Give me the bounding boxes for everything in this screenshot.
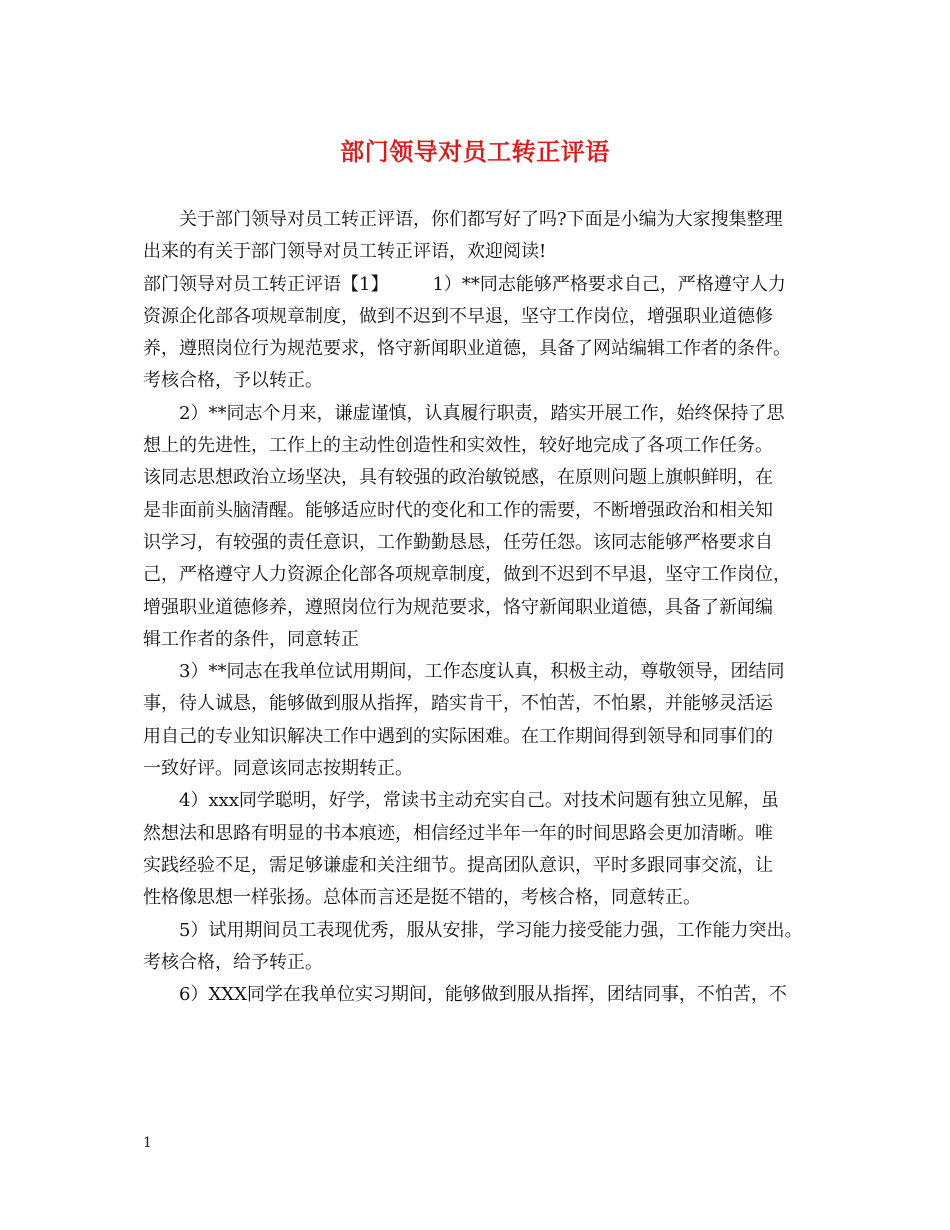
paragraph-line: 识学习，有较强的责任意识，工作勤勤恳恳，任劳任怨。该同志能够严格要求自	[143, 531, 773, 553]
paragraph-line: 3）**同志在我单位试用期间，工作态度认真，积极主动，尊敬领导，团结同	[179, 661, 785, 683]
paragraph-line: 事，待人诚恳，能够做到服从指挥，踏实肯干，不怕苦，不怕累，并能够灵活运	[143, 693, 773, 715]
paragraph-line: 增强职业道德修养，遵照岗位行为规范要求，恪守新闻职业道德，具备了新闻编	[143, 596, 773, 618]
paragraph-line: 1）**同志能够严格要求自己，严格遵守人力	[432, 273, 786, 295]
paragraph-line: 辑工作者的条件，同意转正	[143, 628, 359, 650]
paragraph-line: 一致好评。同意该同志按期转正。	[143, 758, 413, 780]
paragraph-line: 想上的先进性，工作上的主动性创造性和实效性，较好地完成了各项工作任务。	[143, 435, 773, 457]
paragraph-line: 出来的有关于部门领导对员工转正评语，欢迎阅读!	[143, 241, 547, 263]
section-heading: 部门领导对员工转正评语【1】	[143, 273, 389, 295]
paragraph-line: 实践经验不足，需足够谦虚和关注细节。提高团队意识，平时多跟同事交流，让	[143, 854, 773, 876]
paragraph-line: 考核合格，给予转正。	[143, 951, 323, 973]
paragraph-line: 资源企化部各项规章制度，做到不迟到不早退，坚守工作岗位，增强职业道德修	[143, 305, 773, 327]
paragraph-line: 该同志思想政治立场坚决，具有较强的政治敏锐感，在原则问题上旗帜鲜明，在	[143, 467, 773, 489]
section-heading-line	[143, 269, 823, 301]
document-body	[143, 204, 823, 1011]
paragraph-line: 然想法和思路有明显的书本痕迹，相信经过半年一年的时间思路会更加清晰。唯	[143, 822, 773, 844]
paragraph-line: 养，遵照岗位行为规范要求，恪守新闻职业道德，具备了网站编辑工作者的条件。	[143, 338, 791, 360]
paragraph-line: 5）试用期间员工表现优秀，服从安排，学习能力接受能力强，工作能力突出。	[179, 919, 803, 941]
page-number: 1	[143, 1135, 152, 1151]
paragraph-line: 2）**同志个月来，谦虚谨慎，认真履行职责，踏实开展工作，始终保持了思	[179, 402, 785, 424]
paragraph-line: 6）XXX同学在我单位实习期间，能够做到服从指挥，团结同事，不怕苦，不	[179, 984, 787, 1006]
paragraph-line: 关于部门领导对员工转正评语，你们都写好了吗?下面是小编为大家搜集整理	[179, 209, 783, 230]
paragraph-line: 是非面前头脑清醒。能够适应时代的变化和工作的需要，不断增强政治和相关知	[143, 499, 773, 521]
paragraph-line: 4）xxx同学聪明，好学，常读书主动充实自己。对技术问题有独立见解，虽	[179, 790, 779, 812]
paragraph-line: 己，严格遵守人力资源企化部各项规章制度，做到不迟到不早退，坚守工作岗位，	[143, 564, 791, 586]
document-title: 部门领导对员工转正评语	[340, 137, 610, 166]
paragraph-line: 考核合格，予以转正。	[143, 370, 323, 392]
paragraph-line: 用自己的专业知识解决工作中遇到的实际困难。在工作期间得到领导和同事们的	[143, 725, 773, 747]
paragraph-line: 性格像思想一样张扬。总体而言还是挺不错的，考核合格，同意转正。	[143, 887, 701, 909]
